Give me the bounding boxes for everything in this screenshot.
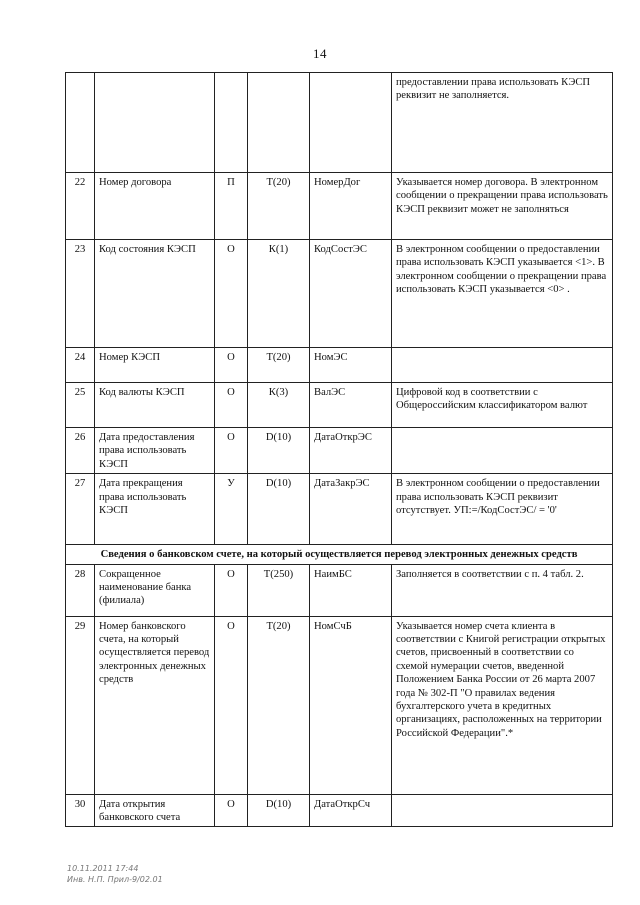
field-tag: ДатаЗакрЭС	[310, 474, 392, 545]
field-note: Цифровой код в соответствии с Общероссийским классификатором валют	[392, 383, 613, 428]
field-tag	[310, 73, 392, 173]
row-number: 22	[66, 173, 95, 240]
row-number: 27	[66, 474, 95, 545]
table-row	[66, 348, 613, 383]
field-note: В электронном сообщении о предоставлении права использовать КЭСП реквизит отсутствует. УП:=/КодСостЭС/ = '0'	[392, 474, 613, 545]
page-number: 14	[313, 46, 327, 61]
table-row	[66, 474, 613, 545]
requisite-name: Дата прекращения права использовать КЭСП	[95, 474, 215, 545]
table-row	[66, 428, 613, 474]
field-format: D(10)	[248, 428, 310, 474]
field-format: T(20)	[248, 616, 310, 794]
field-format: К(1)	[248, 240, 310, 348]
table-row	[66, 564, 613, 616]
table-body-bottom	[66, 564, 613, 827]
requirement-flag: О	[215, 428, 248, 474]
field-note: Заполняется в соответствии с п. 4 табл. 2.	[392, 564, 613, 616]
row-number: 24	[66, 348, 95, 383]
requirement-flag	[215, 73, 248, 173]
field-tag: НаимБС	[310, 564, 392, 616]
row-number: 30	[66, 794, 95, 827]
requirement-flag: О	[215, 564, 248, 616]
requisite-name: Номер договора	[95, 173, 215, 240]
requisite-name: Код валюты КЭСП	[95, 383, 215, 428]
row-number: 29	[66, 616, 95, 794]
field-format: D(10)	[248, 474, 310, 545]
field-format: К(3)	[248, 383, 310, 428]
table-row	[66, 173, 613, 240]
row-number: 26	[66, 428, 95, 474]
field-tag: ДатаОткрСч	[310, 794, 392, 827]
footer-line-2: Инв. Н.П. Прил-9/02.01	[67, 875, 163, 884]
footer-stamp	[67, 863, 163, 885]
table-row	[66, 383, 613, 428]
requirement-flag: У	[215, 474, 248, 545]
field-note	[392, 348, 613, 383]
field-tag: НомЭС	[310, 348, 392, 383]
row-number: 25	[66, 383, 95, 428]
field-note: Указывается номер договора. В электронном сообщении о прекращении права использовать КЭСП реквизит может не заполняться	[392, 173, 613, 240]
table-row	[66, 794, 613, 827]
requisite-name: Сокращенное наименование банка (филиала)	[95, 564, 215, 616]
field-format: T(20)	[248, 348, 310, 383]
requisite-name: Номер КЭСП	[95, 348, 215, 383]
field-note: Указывается номер счета клиента в соответствии с Книгой регистрации открытых счетов, присвоенный в соответствии со схемой нумерации счетов, введенной Положением Банка России от 26 марта 2007 года № 302-П "О правилах ведения бухгалтерского учета в кредитных организациях, расположенных на территории Российской Федерации".*	[392, 616, 613, 794]
field-tag: НомСчБ	[310, 616, 392, 794]
field-note: В электронном сообщении о предоставлении права использовать КЭСП указывается <1>. В электронном сообщении о прекращении права использовать КЭСП указывается <0> .	[392, 240, 613, 348]
table-body-top	[66, 73, 613, 545]
table-section	[66, 545, 613, 564]
table-row	[66, 240, 613, 348]
field-note: предоставлении права использовать КЭСП реквизит не заполняется.	[392, 73, 613, 173]
requirement-flag: П	[215, 173, 248, 240]
field-note	[392, 428, 613, 474]
row-number: 23	[66, 240, 95, 348]
requirement-flag: О	[215, 794, 248, 827]
requisite-name: Дата предоставления права использовать КЭСП	[95, 428, 215, 474]
requisite-name: Номер банковского счета, на который осуществляется перевод электронных денежных средств	[95, 616, 215, 794]
requisites-table	[65, 72, 613, 827]
requisite-name	[95, 73, 215, 173]
requisite-name: Код состояния КЭСП	[95, 240, 215, 348]
table-row	[66, 73, 613, 173]
requirement-flag: О	[215, 616, 248, 794]
requirement-flag: О	[215, 383, 248, 428]
field-tag: КодСостЭС	[310, 240, 392, 348]
row-number	[66, 73, 95, 173]
field-format: T(250)	[248, 564, 310, 616]
footer-line-1: 10.11.2011 17:44	[67, 864, 139, 873]
table-row	[66, 616, 613, 794]
field-format: T(20)	[248, 173, 310, 240]
field-note	[392, 794, 613, 827]
requisite-name: Дата открытия банковского счета	[95, 794, 215, 827]
requirement-flag: О	[215, 240, 248, 348]
section-row	[66, 545, 613, 564]
field-format: D(10)	[248, 794, 310, 827]
field-tag: НомерДог	[310, 173, 392, 240]
section-heading: Сведения о банковском счете, на который осуществляется перевод электронных денежных средств	[66, 545, 613, 564]
row-number: 28	[66, 564, 95, 616]
requirement-flag: О	[215, 348, 248, 383]
field-tag: ДатаОткрЭС	[310, 428, 392, 474]
field-format	[248, 73, 310, 173]
field-tag: ВалЭС	[310, 383, 392, 428]
